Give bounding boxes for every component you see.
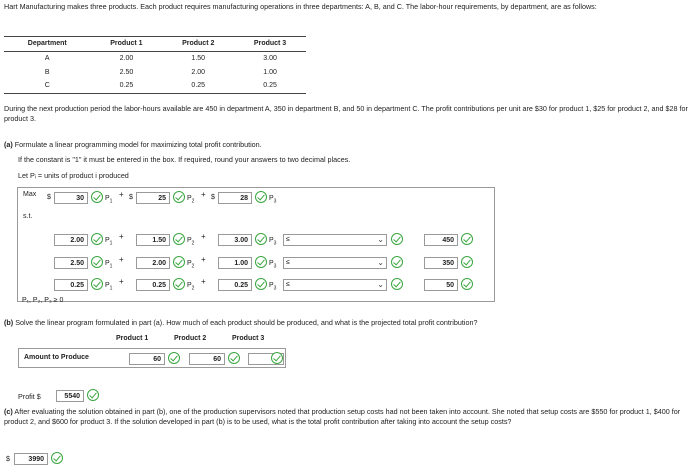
profit-input[interactable]: 5540 — [56, 390, 84, 402]
part-text: After evaluating the solution obtained in part (b), one of the production supervisors noted that production setup costs had not been taken into account. She noted that setup costs are $550 for product 1, $400 for product 2, and $600 for product 3. If the solution developed in part (b) is to be used, what is the total profit contribution after taking into account the setup costs? — [4, 407, 681, 427]
row-label: Amount to Produce — [24, 354, 89, 361]
dollar-sign: $ — [129, 194, 133, 201]
intro-text: Hart Manufacturing makes three products. Each product requires manufacturing operations in three departments: A, B, and C. The labor-hour requirements, by department, are as follows: — [4, 2, 597, 11]
table-cell: 3.00 — [263, 54, 277, 62]
part-c-question — [4, 407, 696, 428]
constraint-1-rhs-input[interactable]: 450 — [424, 234, 458, 246]
variable-label: $P_2$ — [187, 237, 195, 247]
check-circle-icon — [173, 233, 185, 245]
check-circle-icon — [228, 352, 240, 364]
chevron-down-icon: ⌄ — [377, 280, 384, 289]
check-circle-icon — [255, 278, 267, 290]
nonnegativity-constraint: P₁, P₂, P₃ ≥ 0 — [22, 297, 64, 304]
part-text: Solve the linear program formulated in part (a). How much of each product should be produced, and what is the projected total profit contribution? — [15, 318, 478, 327]
table-header: Product 1 — [91, 37, 163, 52]
table-cell: 0.25 — [162, 80, 234, 94]
check-circle-icon — [91, 233, 103, 245]
constraint-2-rhs-input[interactable]: 350 — [424, 257, 458, 269]
check-circle-icon — [87, 389, 99, 401]
check-circle-icon — [461, 256, 473, 268]
constraint-2-operator-select[interactable]: ≤ ⌄ — [283, 257, 387, 269]
result-header-product-2: Product 2 — [174, 335, 207, 342]
table-cell: 1.00 — [263, 68, 277, 76]
chevron-down-icon: ⌄ — [377, 235, 384, 244]
profit-label: Profit $ — [18, 392, 41, 401]
check-circle-icon — [173, 278, 185, 290]
variable-label: $P_2$ — [187, 195, 195, 205]
variable-label: $P_1$ — [105, 282, 113, 292]
amount-product-2-input[interactable]: 60 — [189, 353, 225, 365]
objective-coef-1-input[interactable]: 30 — [54, 192, 88, 204]
setup-profit-input[interactable]: 3990 — [14, 453, 48, 465]
plus-sign: + — [119, 232, 124, 241]
lp-model-box — [17, 187, 495, 302]
table-header: Product 2 — [162, 37, 234, 52]
table-header: Product 3 — [234, 37, 306, 52]
amount-to-produce-row — [18, 348, 286, 368]
check-circle-icon — [255, 233, 267, 245]
check-circle-icon — [391, 256, 403, 268]
table-cell: C — [4, 80, 91, 94]
table-cell: 0.25 — [91, 80, 163, 94]
check-circle-icon — [168, 352, 180, 364]
check-circle-icon — [91, 191, 103, 203]
plus-sign: + — [201, 190, 206, 199]
table-cell: A — [44, 54, 50, 62]
labor-hours-table — [4, 36, 306, 94]
part-text: Formulate a linear programming model for maximizing total profit contribution. — [14, 140, 262, 149]
part-a-question — [4, 140, 262, 150]
plus-sign: + — [119, 255, 124, 264]
table-header: Department — [4, 37, 91, 52]
variable-label: $P_1$ — [105, 237, 113, 247]
objective-coef-2-input[interactable]: 25 — [136, 192, 170, 204]
check-circle-icon — [255, 191, 267, 203]
dollar-sign: $ — [6, 456, 10, 463]
dollar-sign: $ — [211, 194, 215, 201]
instruction-text: If the constant is "1" it must be entered in the box. If required, round your answers to two decimal places. — [18, 155, 351, 164]
constraint-3-coef-3-input[interactable]: 0.25 — [218, 279, 252, 291]
check-circle-icon — [91, 256, 103, 268]
table-row — [4, 52, 306, 66]
constraint-3-operator-select[interactable]: ≤ ⌄ — [283, 279, 387, 291]
part-letter: (c) — [4, 407, 13, 416]
constraint-1-coef-2-input[interactable]: 1.50 — [136, 234, 170, 246]
variable-label: $P_1$ — [105, 260, 113, 270]
check-circle-icon — [461, 233, 473, 245]
table-cell: 2.00 — [191, 68, 206, 76]
constraint-2-coef-3-input[interactable]: 1.00 — [218, 257, 252, 269]
check-circle-icon — [173, 256, 185, 268]
dollar-sign: $ — [47, 194, 51, 201]
st-label: s.t. — [23, 213, 33, 220]
check-circle-icon — [255, 256, 267, 268]
variable-label: $P_3$ — [269, 282, 277, 292]
check-circle-icon — [391, 233, 403, 245]
amount-product-1-input[interactable]: 60 — [129, 353, 165, 365]
check-circle-icon — [271, 352, 283, 364]
table-row — [4, 80, 306, 94]
variable-definition: Let Pᵢ = units of product i produced — [18, 171, 129, 180]
check-circle-icon — [91, 278, 103, 290]
chevron-down-icon: ⌄ — [377, 258, 384, 267]
part-b-question — [4, 318, 477, 328]
check-circle-icon — [173, 191, 185, 203]
table-cell: 1.50 — [191, 54, 206, 62]
constraint-2-coef-1-input[interactable]: 2.50 — [54, 257, 88, 269]
variable-label: $P_3$ — [269, 195, 277, 205]
plus-sign: + — [119, 277, 124, 286]
constraint-3-coef-2-input[interactable]: 0.25 — [136, 279, 170, 291]
constraint-3-coef-1-input[interactable]: 0.25 — [54, 279, 88, 291]
table-cell: 0.25 — [234, 80, 306, 94]
plus-sign: + — [119, 190, 124, 199]
variable-label: $P_2$ — [187, 260, 195, 270]
part-letter: (b) — [4, 318, 14, 327]
part-letter: (a) — [4, 140, 13, 149]
table-cell: 2.00 — [119, 54, 134, 62]
table-row — [4, 66, 306, 80]
table-cell: B — [44, 68, 50, 76]
constraint-1-coef-3-input[interactable]: 3.00 — [218, 234, 252, 246]
table-cell: 2.50 — [119, 68, 134, 76]
plus-sign: + — [201, 277, 206, 286]
variable-label: $P_3$ — [269, 260, 277, 270]
constraint-1-coef-1-input[interactable]: 2.00 — [54, 234, 88, 246]
variable-label: $P_2$ — [187, 282, 195, 292]
availability-text: During the next production period the labor-hours available are 450 in department A, 350 in department B, and 50 in department C. The profit contributions per unit are $30 for product 1, $25 for product 2, and $28 for product 3. — [4, 104, 688, 124]
result-header-product-3: Product 3 — [232, 335, 265, 342]
objective-coef-3-input[interactable]: 28 — [218, 192, 252, 204]
variable-label: $P_1$ — [105, 195, 113, 205]
plus-sign: + — [201, 255, 206, 264]
max-label: Max — [23, 191, 37, 198]
constraint-3-rhs-input[interactable]: 50 — [424, 279, 458, 291]
constraint-2-coef-2-input[interactable]: 2.00 — [136, 257, 170, 269]
check-circle-icon — [461, 278, 473, 290]
result-header-product-1: Product 1 — [116, 335, 149, 342]
check-circle-icon — [391, 278, 403, 290]
profit-row — [18, 392, 41, 402]
plus-sign: + — [201, 232, 206, 241]
variable-label: $P_3$ — [269, 237, 277, 247]
check-circle-icon — [51, 452, 63, 464]
constraint-1-operator-select[interactable]: ≤ ⌄ — [283, 234, 387, 246]
